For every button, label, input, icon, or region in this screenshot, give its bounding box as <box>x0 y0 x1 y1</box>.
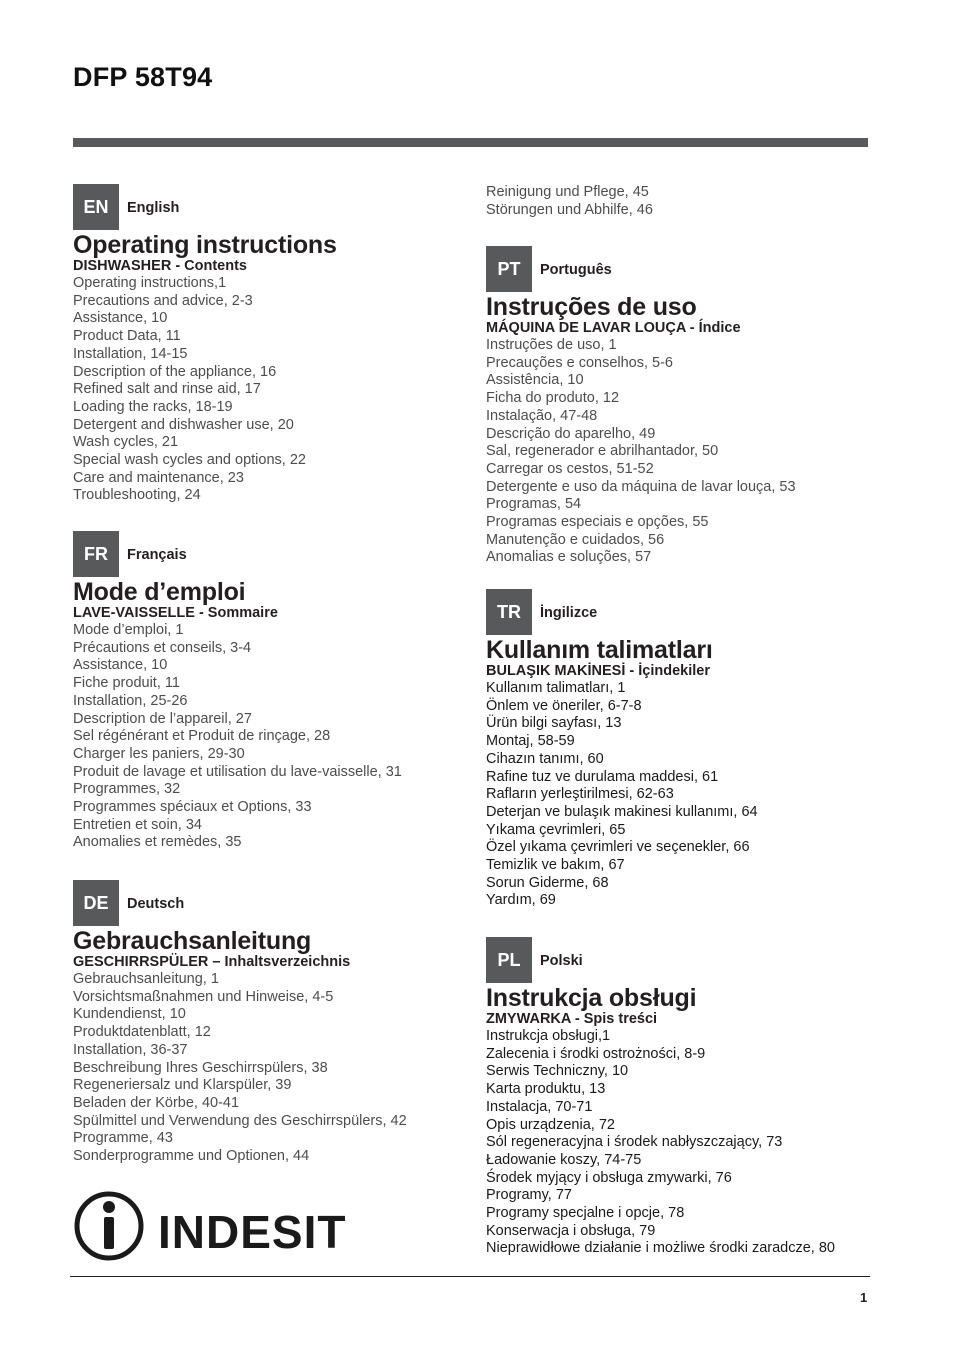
model-title: DFP 58T94 <box>73 62 213 92</box>
section-subtitle: BULAŞIK MAKİNESİ - İçindekiler <box>486 663 710 679</box>
contents-entry: Kullanım talimatları, 1 <box>486 680 626 696</box>
contents-entry: Detergent and dishwasher use, 20 <box>73 416 294 433</box>
contents-entry: Description de l’appareil, 27 <box>73 710 252 727</box>
de-contents-continued <box>486 184 653 219</box>
contents-list <box>486 1028 886 1258</box>
contents-entry: Programas, 54 <box>486 496 582 513</box>
language-code-badge: PT <box>486 246 532 292</box>
brand-wordmark: INDESIT <box>158 1206 347 1258</box>
contents-entry: Sonderprogramme und Optionen, 44 <box>73 1148 310 1165</box>
contents-entry: Programmes, 32 <box>73 781 181 798</box>
contents-entry: Sól regeneracyjna i środek nabłyszczający, 73 <box>486 1134 783 1151</box>
contents-entry: Installation, 25-26 <box>73 692 188 709</box>
contents-entry: Konserwacja i obsługa, 79 <box>486 1222 656 1239</box>
contents-entry: Ürün bilgi sayfası, 13 <box>486 715 622 732</box>
section-de <box>73 880 473 1166</box>
section-subtitle: GESCHIRRSPÜLER – Inhaltsverzeichnis <box>73 954 351 970</box>
contents-entry: Description of the appliance, 16 <box>73 363 277 380</box>
contents-entry: Manutenção e cuidados, 56 <box>486 531 665 548</box>
contents-entry: Opis urządzenia, 72 <box>486 1116 615 1133</box>
contents-entry: Programmes spéciaux et Options, 33 <box>73 799 312 816</box>
contents-entry: Programy specjalne i opcje, 78 <box>486 1205 685 1222</box>
contents-entry: Precauções e conselhos, 5-6 <box>486 354 673 371</box>
contents-entry: Wash cycles, 21 <box>73 434 179 451</box>
contents-list <box>486 337 886 567</box>
contents-entry: Mode d’emploi, 1 <box>73 622 184 638</box>
language-header <box>486 937 886 983</box>
contents-entry: Carregar os cestos, 51-52 <box>486 460 654 477</box>
contents-entry: Vorsichtsmaßnahmen und Hinweise, 4-5 <box>73 988 334 1005</box>
contents-entry: Installation, 36-37 <box>73 1041 188 1058</box>
contents-entry: Care and maintenance, 23 <box>73 469 244 486</box>
section-subtitle: DISHWASHER - Contents <box>73 258 247 274</box>
contents-entry: Anomalies et remèdes, 35 <box>73 834 242 851</box>
contents-entry: Refined salt and rinse aid, 17 <box>73 381 261 398</box>
contents-entry: Yıkama çevrimleri, 65 <box>486 821 626 838</box>
language-header <box>73 531 473 577</box>
contents-entry: Ładowanie koszy, 74-75 <box>486 1151 642 1168</box>
contents-list <box>73 971 473 1166</box>
section-en <box>73 184 473 505</box>
contents-entry: Produit de lavage et utilisation du lave-vaisselle, 31 <box>73 763 402 780</box>
contents-entry: Temizlik ve bakım, 67 <box>486 857 625 874</box>
contents-entry: Serwis Techniczny, 10 <box>486 1063 629 1080</box>
section-title: Mode d’emploi <box>73 578 246 606</box>
language-header <box>486 246 886 292</box>
contents-list <box>486 680 886 910</box>
contents-entry: Fiche produit, 11 <box>73 675 180 692</box>
contents-entry: Produktdatenblatt, 12 <box>73 1024 211 1041</box>
contents-entry: Özel yıkama çevrimleri ve seçenekler, 66 <box>486 839 750 856</box>
contents-entry: Programy, 77 <box>486 1187 572 1204</box>
contents-entry: Assistance, 10 <box>73 657 168 674</box>
header-bar <box>73 138 868 147</box>
contents-entry: Detergente e uso da máquina de lavar louça, 53 <box>486 478 796 495</box>
contents-entry: Assistência, 10 <box>486 372 584 389</box>
contents-entry: Beschreibung Ihres Geschirrspülers, 38 <box>73 1059 328 1076</box>
contents-entry: Nieprawidłowe działanie i możliwe środki zaradcze, 80 <box>486 1240 835 1257</box>
language-code-badge: TR <box>486 589 532 635</box>
contents-entry: Entretien et soin, 34 <box>73 816 202 833</box>
contents-entry: Sorun Giderme, 68 <box>486 874 609 891</box>
indesit-logo <box>73 1190 348 1262</box>
contents-entry: Önlem ve öneriler, 6-7-8 <box>486 697 642 714</box>
contents-entry: Reinigung und Pflege, 45 <box>486 184 649 200</box>
contents-entry: Instalação, 47-48 <box>486 407 598 424</box>
footer-rule <box>70 1276 870 1277</box>
language-name: Português <box>540 262 612 278</box>
contents-entry: Installation, 14-15 <box>73 345 188 362</box>
section-subtitle: LAVE-VAISSELLE - Sommaire <box>73 605 278 621</box>
language-name: English <box>127 200 180 216</box>
contents-entry: Assistance, 10 <box>73 310 168 327</box>
section-fr <box>73 531 473 852</box>
contents-entry: Montaj, 58-59 <box>486 733 575 750</box>
contents-entry: Sal, regenerador e abrilhantador, 50 <box>486 443 719 460</box>
contents-entry: Rafların yerleştirilmesi, 62-63 <box>486 786 674 803</box>
language-code-badge: FR <box>73 531 119 577</box>
section-title: Operating instructions <box>73 231 337 259</box>
page-number: 1 <box>860 1290 868 1305</box>
language-name: Français <box>127 547 187 563</box>
contents-entry: Spülmittel und Verwendung des Geschirrspülers, 42 <box>73 1112 407 1129</box>
contents-entry: Précautions et conseils, 3-4 <box>73 639 252 656</box>
language-header <box>486 589 886 635</box>
section-pt <box>486 246 886 567</box>
language-code-badge: EN <box>73 184 119 230</box>
contents-entry: Rafine tuz ve durulama maddesi, 61 <box>486 768 719 785</box>
contents-entry: Störungen und Abhilfe, 46 <box>486 201 653 218</box>
section-pl <box>486 937 886 1258</box>
section-title: Instruções de uso <box>486 293 697 321</box>
contents-entry: Troubleshooting, 24 <box>73 487 201 504</box>
language-name: Polski <box>540 953 583 969</box>
contents-entry: Programme, 43 <box>73 1130 173 1147</box>
contents-entry: Loading the racks, 18-19 <box>73 398 233 415</box>
contents-entry: Kundendienst, 10 <box>73 1006 186 1023</box>
contents-entry: Charger les paniers, 29-30 <box>73 745 245 762</box>
section-title: Gebrauchsanleitung <box>73 927 312 955</box>
contents-entry: Karta produktu, 13 <box>486 1081 606 1098</box>
contents-entry: Programas especiais e opções, 55 <box>486 514 709 531</box>
contents-entry: Beladen der Körbe, 40-41 <box>73 1094 240 1111</box>
contents-entry: Ficha do produto, 12 <box>486 390 620 407</box>
contents-entry: Instruções de uso, 1 <box>486 337 617 353</box>
contents-list <box>73 622 473 852</box>
contents-entry: Sel régénérant et Produit de rinçage, 28 <box>73 728 331 745</box>
contents-entry: Operating instructions,1 <box>73 275 227 291</box>
contents-entry: Środek myjący i obsługa zmywarki, 76 <box>486 1169 732 1186</box>
language-header <box>73 880 473 926</box>
language-name: Deutsch <box>127 896 185 912</box>
contents-entry: Zalecenia i środki ostrożności, 8-9 <box>486 1045 706 1062</box>
section-subtitle: MÁQUINA DE LAVAR LOUÇA - Índice <box>486 320 741 336</box>
contents-list <box>73 275 473 505</box>
language-header <box>73 184 473 230</box>
language-code-badge: DE <box>73 880 119 926</box>
contents-entry: Yardım, 69 <box>486 892 556 909</box>
contents-entry: Instrukcja obsługi,1 <box>486 1028 611 1044</box>
section-tr <box>486 589 886 910</box>
contents-entry: Product Data, 11 <box>73 328 181 345</box>
contents-entry: Regeneriersalz und Klarspüler, 39 <box>73 1077 292 1094</box>
contents-entry: Precautions and advice, 2-3 <box>73 292 253 309</box>
section-subtitle: ZMYWARKA - Spis treści <box>486 1011 658 1027</box>
contents-entry: Anomalias e soluções, 57 <box>486 549 652 566</box>
section-title: Instrukcja obsługi <box>486 984 697 1012</box>
contents-entry: Deterjan ve bulaşık makinesi kullanımı, 64 <box>486 803 758 820</box>
language-code-badge: PL <box>486 937 532 983</box>
section-title: Kullanım talimatları <box>486 636 713 664</box>
contents-entry: Instalacja, 70-71 <box>486 1098 593 1115</box>
contents-entry: Special wash cycles and options, 22 <box>73 452 306 469</box>
contents-entry: Descrição do aparelho, 49 <box>486 425 656 442</box>
contents-entry: Cihazın tanımı, 60 <box>486 750 604 767</box>
language-name: İngilizce <box>540 605 598 621</box>
contents-entry: Gebrauchsanleitung, 1 <box>73 971 219 987</box>
